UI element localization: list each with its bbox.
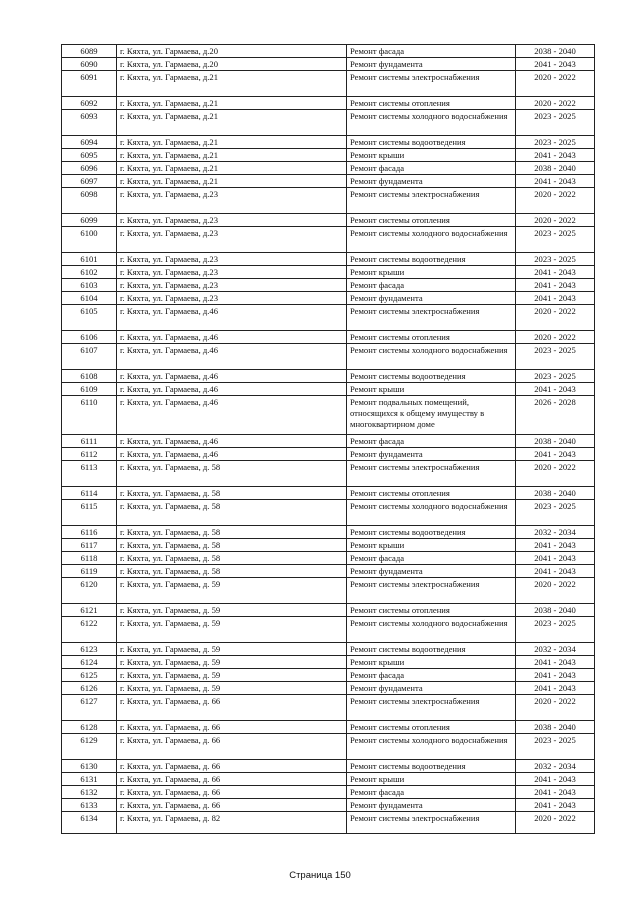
address-cell: г. Кяхта, ул. Гармаева, д.46 [117, 448, 347, 461]
table-row [62, 344, 595, 370]
address-cell: г. Кяхта, ул. Гармаева, д.23 [117, 227, 347, 253]
table-row [62, 617, 595, 643]
address-cell: г. Кяхта, ул. Гармаева, д. 66 [117, 734, 347, 760]
period-cell: 2023 - 2025 [516, 344, 595, 370]
address-cell: г. Кяхта, ул. Гармаева, д.21 [117, 175, 347, 188]
page-number: Страница 150 [289, 870, 351, 881]
row-number-cell: 6098 [62, 188, 117, 214]
work-type-cell: Ремонт системы холодного водоснабжения [347, 110, 516, 136]
work-type-cell: Ремонт системы отопления [347, 721, 516, 734]
row-number-cell: 6115 [62, 500, 117, 526]
period-cell: 2020 - 2022 [516, 695, 595, 721]
work-type-cell: Ремонт системы электроснабжения [347, 812, 516, 834]
row-number-cell: 6097 [62, 175, 117, 188]
address-cell: г. Кяхта, ул. Гармаева, д. 59 [117, 656, 347, 669]
work-type-cell: Ремонт системы холодного водоснабжения [347, 344, 516, 370]
period-cell: 2041 - 2043 [516, 799, 595, 812]
period-cell: 2023 - 2025 [516, 227, 595, 253]
table-row [62, 292, 595, 305]
period-cell: 2032 - 2034 [516, 760, 595, 773]
table-row [62, 227, 595, 253]
row-number-cell: 6113 [62, 461, 117, 487]
table-row [62, 721, 595, 734]
row-number-cell: 6099 [62, 214, 117, 227]
table-row [62, 97, 595, 110]
table-row [62, 110, 595, 136]
repair-schedule-table [61, 44, 595, 834]
work-type-cell: Ремонт фундамента [347, 175, 516, 188]
period-cell: 2020 - 2022 [516, 812, 595, 834]
row-number-cell: 6111 [62, 435, 117, 448]
work-type-cell: Ремонт системы водоотведения [347, 526, 516, 539]
row-number-cell: 6107 [62, 344, 117, 370]
row-number-cell: 6133 [62, 799, 117, 812]
row-number-cell: 6116 [62, 526, 117, 539]
address-cell: г. Кяхта, ул. Гармаева, д. 66 [117, 695, 347, 721]
table-row [62, 188, 595, 214]
table-row [62, 214, 595, 227]
address-cell: г. Кяхта, ул. Гармаева, д. 58 [117, 500, 347, 526]
period-cell: 2032 - 2034 [516, 526, 595, 539]
table-row [62, 695, 595, 721]
row-number-cell: 6106 [62, 331, 117, 344]
row-number-cell: 6110 [62, 396, 117, 435]
period-cell: 2020 - 2022 [516, 331, 595, 344]
address-cell: г. Кяхта, ул. Гармаева, д. 59 [117, 669, 347, 682]
period-cell: 2041 - 2043 [516, 669, 595, 682]
address-cell: г. Кяхта, ул. Гармаева, д.23 [117, 214, 347, 227]
table-row [62, 149, 595, 162]
address-cell: г. Кяхта, ул. Гармаева, д.23 [117, 279, 347, 292]
row-number-cell: 6091 [62, 71, 117, 97]
period-cell: 2041 - 2043 [516, 149, 595, 162]
row-number-cell: 6104 [62, 292, 117, 305]
row-number-cell: 6101 [62, 253, 117, 266]
work-type-cell: Ремонт крыши [347, 149, 516, 162]
work-type-cell: Ремонт системы электроснабжения [347, 578, 516, 604]
period-cell: 2041 - 2043 [516, 656, 595, 669]
row-number-cell: 6108 [62, 370, 117, 383]
address-cell: г. Кяхта, ул. Гармаева, д.23 [117, 292, 347, 305]
row-number-cell: 6114 [62, 487, 117, 500]
address-cell: г. Кяхта, ул. Гармаева, д.21 [117, 97, 347, 110]
row-number-cell: 6100 [62, 227, 117, 253]
period-cell: 2023 - 2025 [516, 370, 595, 383]
address-cell: г. Кяхта, ул. Гармаева, д. 66 [117, 721, 347, 734]
period-cell: 2041 - 2043 [516, 266, 595, 279]
row-number-cell: 6131 [62, 773, 117, 786]
work-type-cell: Ремонт крыши [347, 539, 516, 552]
period-cell: 2023 - 2025 [516, 253, 595, 266]
work-type-cell: Ремонт фасада [347, 279, 516, 292]
address-cell: г. Кяхта, ул. Гармаева, д.23 [117, 188, 347, 214]
table-row [62, 669, 595, 682]
work-type-cell: Ремонт системы холодного водоснабжения [347, 227, 516, 253]
period-cell: 2041 - 2043 [516, 292, 595, 305]
address-cell: г. Кяхта, ул. Гармаева, д. 66 [117, 773, 347, 786]
address-cell: г. Кяхта, ул. Гармаева, д. 58 [117, 565, 347, 578]
table-row [62, 604, 595, 617]
address-cell: г. Кяхта, ул. Гармаева, д.20 [117, 45, 347, 58]
period-cell: 2041 - 2043 [516, 448, 595, 461]
address-cell: г. Кяхта, ул. Гармаева, д.21 [117, 71, 347, 97]
row-number-cell: 6092 [62, 97, 117, 110]
row-number-cell: 6102 [62, 266, 117, 279]
table-row [62, 799, 595, 812]
row-number-cell: 6118 [62, 552, 117, 565]
address-cell: г. Кяхта, ул. Гармаева, д. 58 [117, 526, 347, 539]
work-type-cell: Ремонт крыши [347, 773, 516, 786]
period-cell: 2038 - 2040 [516, 487, 595, 500]
table-row [62, 305, 595, 331]
table-row [62, 448, 595, 461]
row-number-cell: 6109 [62, 383, 117, 396]
row-number-cell: 6089 [62, 45, 117, 58]
address-cell: г. Кяхта, ул. Гармаева, д.23 [117, 253, 347, 266]
work-type-cell: Ремонт крыши [347, 383, 516, 396]
address-cell: г. Кяхта, ул. Гармаева, д. 59 [117, 643, 347, 656]
work-type-cell: Ремонт системы отопления [347, 487, 516, 500]
row-number-cell: 6093 [62, 110, 117, 136]
address-cell: г. Кяхта, ул. Гармаева, д.20 [117, 58, 347, 71]
address-cell: г. Кяхта, ул. Гармаева, д. 66 [117, 786, 347, 799]
work-type-cell: Ремонт фундамента [347, 58, 516, 71]
period-cell: 2041 - 2043 [516, 539, 595, 552]
row-number-cell: 6094 [62, 136, 117, 149]
row-number-cell: 6122 [62, 617, 117, 643]
row-number-cell: 6103 [62, 279, 117, 292]
table-row [62, 786, 595, 799]
row-number-cell: 6121 [62, 604, 117, 617]
period-cell: 2041 - 2043 [516, 58, 595, 71]
table-row [62, 58, 595, 71]
address-cell: г. Кяхта, ул. Гармаева, д. 82 [117, 812, 347, 834]
table-row [62, 71, 595, 97]
address-cell: г. Кяхта, ул. Гармаева, д. 59 [117, 578, 347, 604]
table-row [62, 435, 595, 448]
work-type-cell: Ремонт фасада [347, 786, 516, 799]
address-cell: г. Кяхта, ул. Гармаева, д. 59 [117, 604, 347, 617]
row-number-cell: 6125 [62, 669, 117, 682]
table-row [62, 760, 595, 773]
table-body [62, 45, 595, 834]
period-cell: 2023 - 2025 [516, 110, 595, 136]
work-type-cell: Ремонт системы электроснабжения [347, 695, 516, 721]
period-cell: 2020 - 2022 [516, 97, 595, 110]
period-cell: 2023 - 2025 [516, 617, 595, 643]
table-row [62, 539, 595, 552]
address-cell: г. Кяхта, ул. Гармаева, д.46 [117, 331, 347, 344]
address-cell: г. Кяхта, ул. Гармаева, д.23 [117, 266, 347, 279]
row-number-cell: 6117 [62, 539, 117, 552]
work-type-cell: Ремонт системы холодного водоснабжения [347, 734, 516, 760]
work-type-cell: Ремонт крыши [347, 266, 516, 279]
period-cell: 2023 - 2025 [516, 500, 595, 526]
address-cell: г. Кяхта, ул. Гармаева, д.21 [117, 110, 347, 136]
table-row [62, 552, 595, 565]
work-type-cell: Ремонт системы водоотведения [347, 253, 516, 266]
work-type-cell: Ремонт системы водоотведения [347, 643, 516, 656]
table-row [62, 500, 595, 526]
work-type-cell: Ремонт фасада [347, 435, 516, 448]
work-type-cell: Ремонт системы электроснабжения [347, 305, 516, 331]
work-type-cell: Ремонт системы холодного водоснабжения [347, 500, 516, 526]
period-cell: 2038 - 2040 [516, 604, 595, 617]
address-cell: г. Кяхта, ул. Гармаева, д.46 [117, 344, 347, 370]
work-type-cell: Ремонт системы электроснабжения [347, 461, 516, 487]
row-number-cell: 6112 [62, 448, 117, 461]
table-row [62, 487, 595, 500]
address-cell: г. Кяхта, ул. Гармаева, д. 58 [117, 539, 347, 552]
address-cell: г. Кяхта, ул. Гармаева, д. 66 [117, 799, 347, 812]
row-number-cell: 6130 [62, 760, 117, 773]
period-cell: 2032 - 2034 [516, 643, 595, 656]
row-number-cell: 6105 [62, 305, 117, 331]
table-row [62, 812, 595, 834]
address-cell: г. Кяхта, ул. Гармаева, д. 66 [117, 760, 347, 773]
row-number-cell: 6120 [62, 578, 117, 604]
table-row [62, 682, 595, 695]
work-type-cell: Ремонт системы электроснабжения [347, 188, 516, 214]
work-type-cell: Ремонт системы отопления [347, 331, 516, 344]
row-number-cell: 6095 [62, 149, 117, 162]
address-cell: г. Кяхта, ул. Гармаева, д. 58 [117, 487, 347, 500]
table-row [62, 734, 595, 760]
row-number-cell: 6134 [62, 812, 117, 834]
work-type-cell: Ремонт фасада [347, 552, 516, 565]
period-cell: 2020 - 2022 [516, 578, 595, 604]
table-row [62, 162, 595, 175]
work-type-cell: Ремонт подвальных помещений, относящихся к общему имуществу в многоквартирном доме [347, 396, 516, 435]
row-number-cell: 6124 [62, 656, 117, 669]
work-type-cell: Ремонт фасада [347, 669, 516, 682]
row-number-cell: 6128 [62, 721, 117, 734]
period-cell: 2038 - 2040 [516, 721, 595, 734]
period-cell: 2020 - 2022 [516, 214, 595, 227]
period-cell: 2020 - 2022 [516, 461, 595, 487]
work-type-cell: Ремонт крыши [347, 656, 516, 669]
work-type-cell: Ремонт системы водоотведения [347, 760, 516, 773]
table-row [62, 331, 595, 344]
address-cell: г. Кяхта, ул. Гармаева, д.46 [117, 435, 347, 448]
table-row [62, 461, 595, 487]
period-cell: 2023 - 2025 [516, 734, 595, 760]
work-type-cell: Ремонт фундамента [347, 799, 516, 812]
row-number-cell: 6126 [62, 682, 117, 695]
period-cell: 2041 - 2043 [516, 565, 595, 578]
period-cell: 2041 - 2043 [516, 383, 595, 396]
address-cell: г. Кяхта, ул. Гармаева, д.21 [117, 149, 347, 162]
address-cell: г. Кяхта, ул. Гармаева, д. 59 [117, 617, 347, 643]
address-cell: г. Кяхта, ул. Гармаева, д. 59 [117, 682, 347, 695]
work-type-cell: Ремонт системы холодного водоснабжения [347, 617, 516, 643]
period-cell: 2041 - 2043 [516, 773, 595, 786]
work-type-cell: Ремонт фундамента [347, 565, 516, 578]
address-cell: г. Кяхта, ул. Гармаева, д. 58 [117, 552, 347, 565]
address-cell: г. Кяхта, ул. Гармаева, д.46 [117, 305, 347, 331]
table-row [62, 266, 595, 279]
work-type-cell: Ремонт системы отопления [347, 97, 516, 110]
period-cell: 2041 - 2043 [516, 786, 595, 799]
table-row [62, 383, 595, 396]
work-type-cell: Ремонт системы отопления [347, 604, 516, 617]
work-type-cell: Ремонт системы водоотведения [347, 370, 516, 383]
address-cell: г. Кяхта, ул. Гармаева, д. 58 [117, 461, 347, 487]
row-number-cell: 6127 [62, 695, 117, 721]
work-type-cell: Ремонт системы отопления [347, 214, 516, 227]
table-row [62, 136, 595, 149]
period-cell: 2038 - 2040 [516, 162, 595, 175]
table-row [62, 773, 595, 786]
period-cell: 2041 - 2043 [516, 175, 595, 188]
row-number-cell: 6090 [62, 58, 117, 71]
period-cell: 2026 - 2028 [516, 396, 595, 435]
table-row [62, 175, 595, 188]
work-type-cell: Ремонт системы электроснабжения [347, 71, 516, 97]
row-number-cell: 6123 [62, 643, 117, 656]
address-cell: г. Кяхта, ул. Гармаева, д.46 [117, 370, 347, 383]
table-row [62, 656, 595, 669]
table-row [62, 370, 595, 383]
period-cell: 2038 - 2040 [516, 435, 595, 448]
work-type-cell: Ремонт фундамента [347, 448, 516, 461]
address-cell: г. Кяхта, ул. Гармаева, д.46 [117, 383, 347, 396]
address-cell: г. Кяхта, ул. Гармаева, д.21 [117, 136, 347, 149]
period-cell: 2041 - 2043 [516, 552, 595, 565]
table-row [62, 279, 595, 292]
work-type-cell: Ремонт фундамента [347, 292, 516, 305]
period-cell: 2041 - 2043 [516, 682, 595, 695]
table-row [62, 45, 595, 58]
row-number-cell: 6096 [62, 162, 117, 175]
table-row [62, 565, 595, 578]
address-cell: г. Кяхта, ул. Гармаева, д.21 [117, 162, 347, 175]
table-row [62, 643, 595, 656]
table-row [62, 396, 595, 435]
work-type-cell: Ремонт фасада [347, 45, 516, 58]
period-cell: 2020 - 2022 [516, 305, 595, 331]
table-row [62, 253, 595, 266]
row-number-cell: 6132 [62, 786, 117, 799]
work-type-cell: Ремонт системы водоотведения [347, 136, 516, 149]
period-cell: 2023 - 2025 [516, 136, 595, 149]
period-cell: 2020 - 2022 [516, 71, 595, 97]
address-cell: г. Кяхта, ул. Гармаева, д.46 [117, 396, 347, 435]
work-type-cell: Ремонт фундамента [347, 682, 516, 695]
work-type-cell: Ремонт фасада [347, 162, 516, 175]
table-row [62, 526, 595, 539]
period-cell: 2038 - 2040 [516, 45, 595, 58]
period-cell: 2041 - 2043 [516, 279, 595, 292]
row-number-cell: 6129 [62, 734, 117, 760]
table-row [62, 578, 595, 604]
period-cell: 2020 - 2022 [516, 188, 595, 214]
row-number-cell: 6119 [62, 565, 117, 578]
